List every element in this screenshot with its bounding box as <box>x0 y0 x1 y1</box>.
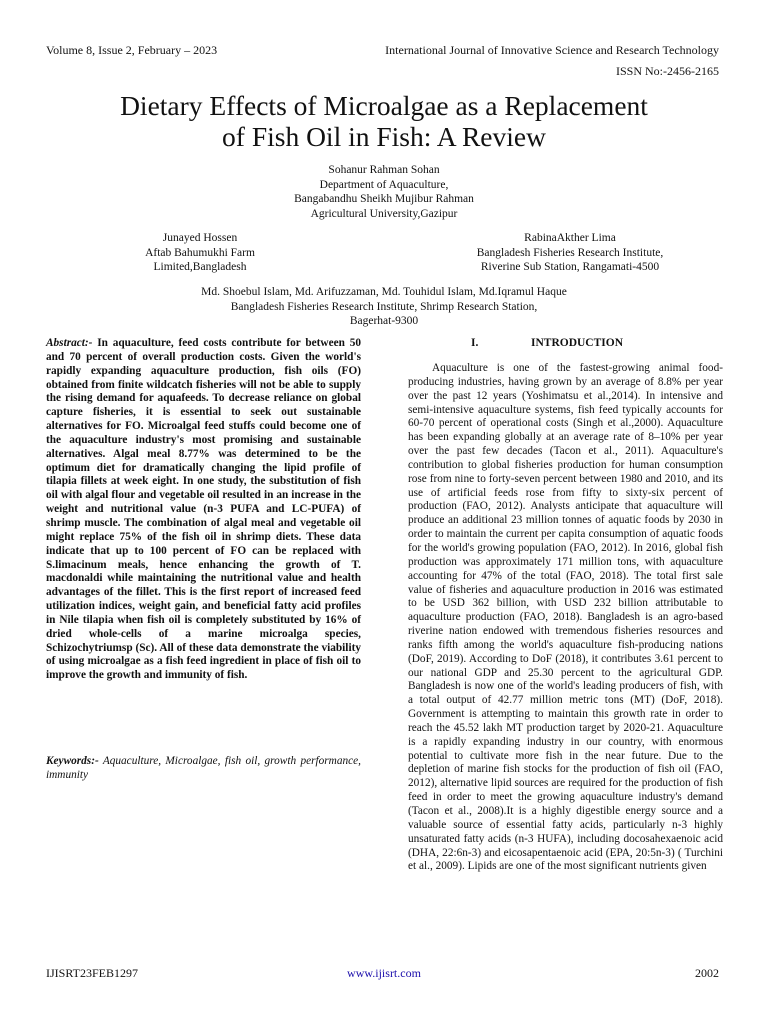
abstract-text: In aquaculture, feed costs contribute for between 50 and 70 percent of overall production costs. Given the world's rapidly expanding aquaculture production, fish oils (FO) obtained from finite wildcatch fisheries will not be able to supply the rising demand for aquafeeds. To decrease reliance on global capture fisheries, it is essential to seek out sustainable alternatives for FO. Microalgal feed stuffs could become one of the aquaculture industry's most promising and sustainable alternatives. Algal meal 8.77% was determined to be the optimum diet for dramatically changing the lipid profile of tilapia fillets at week eight. In one study, the substitution of fish oil with algal flour and vegetable oil resulted in an increase in the weight and nutritional value (n-3 PUFA and LC-PUFA) of shrimp muscle. The combination of algal meal and vegetable oil might replace 75% of the fish oil in shrimp diets. These data indicate that up to 100 percent of FO can be replaced with S.limacinum meals, hence enhancing the growth of T. macdonaldi while maintaining the nutritional value and health advantages of the fillet. This is the first report of increased feed utilization indices, weight gain, and beneficial fatty acid profiles in Nile tilapia when fish oil is completely substituted by 16% of dried whole-cells of a marine microalga species, Schizochytriumsp (Sc). All of these data demonstrate the viability of using microalgae as a fish feed ingredient in place of fish oil to improve the growth and immunity of fish. <box>46 337 361 682</box>
right-author-block <box>440 231 700 275</box>
abstract-label: Abstract:- <box>46 337 93 349</box>
author-affiliation: Agricultural University,Gazipur <box>310 207 458 220</box>
paper-title <box>0 90 768 152</box>
page-number: 2002 <box>695 966 719 980</box>
author-affiliation: Bangladesh Fisheries Research Institute, <box>476 246 664 259</box>
author-affiliation: Limited,Bangladesh <box>153 261 247 273</box>
left-author-block <box>120 231 280 275</box>
keywords <box>46 755 361 783</box>
journal-url-link[interactable]: www.ijisrt.com <box>347 966 421 980</box>
paper-id: IJISRT23FEB1297 <box>46 966 138 980</box>
author-affiliation: Bangabandhu Sheikh Mujibur Rahman <box>294 193 474 205</box>
co-author-block <box>0 285 768 329</box>
author-name: RabinaAkther Lima <box>524 232 616 244</box>
abstract <box>46 337 361 683</box>
author-affiliation: Bangladesh Fisheries Research Institute, Shrimp Research Station, <box>230 300 538 313</box>
author-affiliation: Bagerhat-9300 <box>349 315 419 327</box>
title-line-2: of Fish Oil in Fish: A Review <box>222 121 546 152</box>
keywords-text: Aquaculture, Microalgae, fish oil, growth performance, immunity <box>46 755 361 781</box>
journal-volume: Volume 8, Issue 2, February – 2023 <box>46 43 218 57</box>
title-line-1: Dietary Effects of Microalgae as a Replacement <box>120 90 648 121</box>
author-name: Junayed Hossen <box>162 232 238 244</box>
first-author-block <box>0 163 768 221</box>
keywords-label: Keywords:- <box>46 755 99 767</box>
author-names: Md. Shoebul Islam, Md. Arifuzzaman, Md. Touhidul Islam, Md.Iqramul Haque <box>201 286 567 298</box>
author-affiliation: Riverine Sub Station, Rangamati-4500 <box>480 261 660 273</box>
author-name: Sohanur Rahman Sohan <box>328 164 440 176</box>
section-title: INTRODUCTION <box>531 337 624 349</box>
author-affiliation: Aftab Bahumukhi Farm <box>145 246 255 259</box>
journal-name: International Journal of Innovative Science and Research Technology <box>385 43 719 57</box>
author-affiliation: Department of Aquaculture, <box>319 178 449 191</box>
introduction-body: Aquaculture is one of the fastest-growing animal food-producing industries, having grown by an average of 8.8% per year over the past 12 years (Yoshimatsu et al.,2014). In intensive and semi-intensive aquaculture systems, fish feed typically accounts for 60-70 percent of operational costs (Singh et al.,2000). Aquaculture has been expanding globally at an average rate of 8–10% per year over the past few decades (Tacon et al., 2011). Aquaculture's contribution to global fisheries production for human consumption rose from nine to forty-seven percent between 1980 and 2010, and its use of artificial feeds rose from fifty to sixty-six percent of production (FAO, 2012). Analysts anticipate that aquaculture will produce an additional 23 million tonnes of aquatic foods by 2030 in order to maintain the current per capita consumption of aquatic foods for the world's growing population (FAO, 2012). In 2016, global fish production was approximately 171 million tons, with aquaculture accounting for 47% of the total (FAO, 2018). The total first sale value of fisheries and aquaculture production in 2016 was estimated to be USD 362 billion, with USD 232 billion attributable to aquaculture production (FAO, 2018). Bangladesh is an agro-based riverine nation endowed with tremendous fisheries resources and ranks fifth among the world's aquaculture fish-producing nations (DoF, 2019). According to DoF (2018), it contributes 3.61 percent to our national GDP and 25.30 percent to the agricultural GDP. Bangladesh is now one of the world's leading producers of fish, with a total output of 42.77 million metric tons (MT) (DoF, 2018). Government is attempting to maintain this growth rate in order to reach the 45.52 lakh MT production target by 2020-21. Aquaculture is a rapidly expanding industry in our country, with enormous potential to cultivate more fish in the near future. Due to the depletion of marine fish stocks for the production of fish oil (FAO, 2012), alternative lipid sources are required for the production of fish feed in order to meet the growing aquaculture industry's demand (Tacon et al., 2008).It is a highly digestible energy source and a valuable source of essential fatty acids, particularly n-3 highly unsaturated fatty acids (n-3 HUFA), including docosahexaenoic acid (DHA, 22:6n-3) and eicosapentaenoic acid (EPA, 20:5n-3) ( Turchini et al., 2009). Lipids are one of the most significant nutrients given <box>408 362 723 873</box>
journal-issn: ISSN No:-2456-2165 <box>615 64 719 78</box>
section-number: I. <box>471 337 479 349</box>
